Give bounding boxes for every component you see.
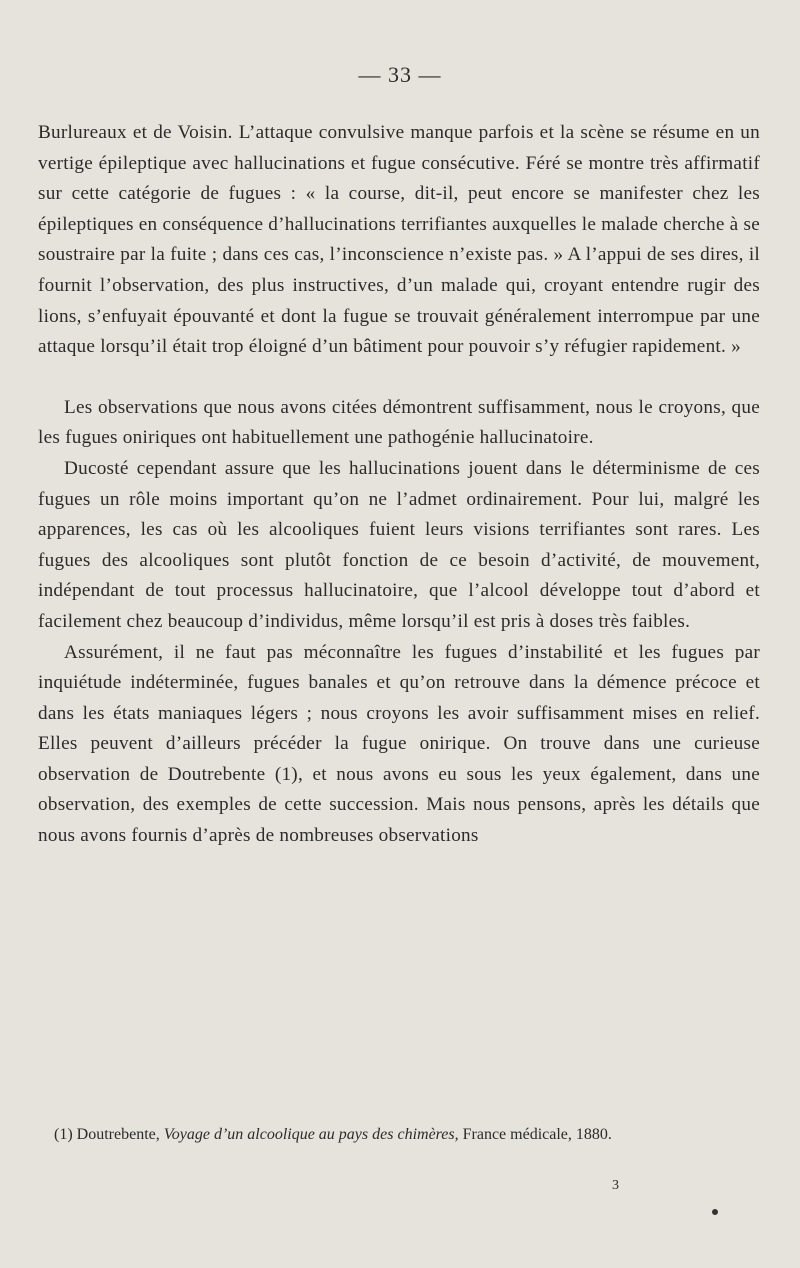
signature-mark: 3 — [612, 1178, 619, 1193]
page-header-number: — 33 — — [358, 62, 442, 87]
footnote-marker: (1) — [54, 1126, 73, 1143]
paragraph: Assurément, il ne faut pas méconnaître les fugues d’instabilité et les fugues par inquiétude indéterminée, fugues banales et qu’on retrouve dans la démence précoce et dans les états maniaques légers ; nous croyons les avoir suffisamment mises en relief. Elles peuvent d’ailleurs précéder la fugue onirique. On trouve dans une curieuse observation de Doutrebente (1), et nous avons eu sous les yeux également, dans une observation, des exemples de cette succession. Mais nous pensons, après les détails que nous avons fournis d’après de nombreuses observations — [38, 641, 760, 847]
footnote-author: Doutrebente, — [76, 1126, 160, 1143]
footnote-title: Voyage d’un alcoolique au pays des chimères, — [163, 1126, 459, 1143]
body-text — [38, 118, 760, 852]
paragraph: Ducosté cependant assure que les hallucinations jouent dans le déterminisme de ces fugues un rôle moins important qu’on ne l’admet ordinairement. Pour lui, malgré les apparences, les cas où les alcooliques fuient leurs visions terrifiantes sont rares. Les fugues des alcooliques sont plutôt fonction de ce besoin d’activité, de mouvement, indépendant de tout processus hallucinatoire, que l’alcool développe tout d’abord et facilement chez beaucoup d’individus, même lorsqu’il est pris à doses très faibles. — [38, 457, 760, 632]
footnote-source: France médicale, 1880. — [462, 1126, 612, 1143]
footnote — [38, 1125, 760, 1145]
paragraph-spacer — [38, 363, 760, 393]
paragraph-continued: Burlureaux et de Voisin. L’attaque convulsive manque parfois et la scène se résume en un vertige épileptique avec hallucinations et fugue consécutive. Féré se montre très affirmatif sur cette catégorie de fugues : « la course, dit-il, peut encore se manifester chez les épileptiques en conséquence d’hallucinations terrifiantes auxquelles le malade cherche à se soustraire par la fuite ; dans ces cas, l’inconscience n’existe pas. » A l’appui de ses dires, il fournit l’observation, des plus instructives, d’un malade qui, croyant entendre rugir des lions, s’enfuyait épouvanté et dont la fugue se trouvait généralement interrompue par une attaque lorsqu’il était trop éloigné d’un bâtiment pour pouvoir s’y réfugier rapidement. » — [38, 122, 760, 358]
ink-dot — [712, 1209, 718, 1215]
paragraph: Les observations que nous avons citées démontrent suffisamment, nous le croyons, que les fugues oniriques ont habituellement une pathogénie hallucinatoire. — [38, 396, 760, 449]
